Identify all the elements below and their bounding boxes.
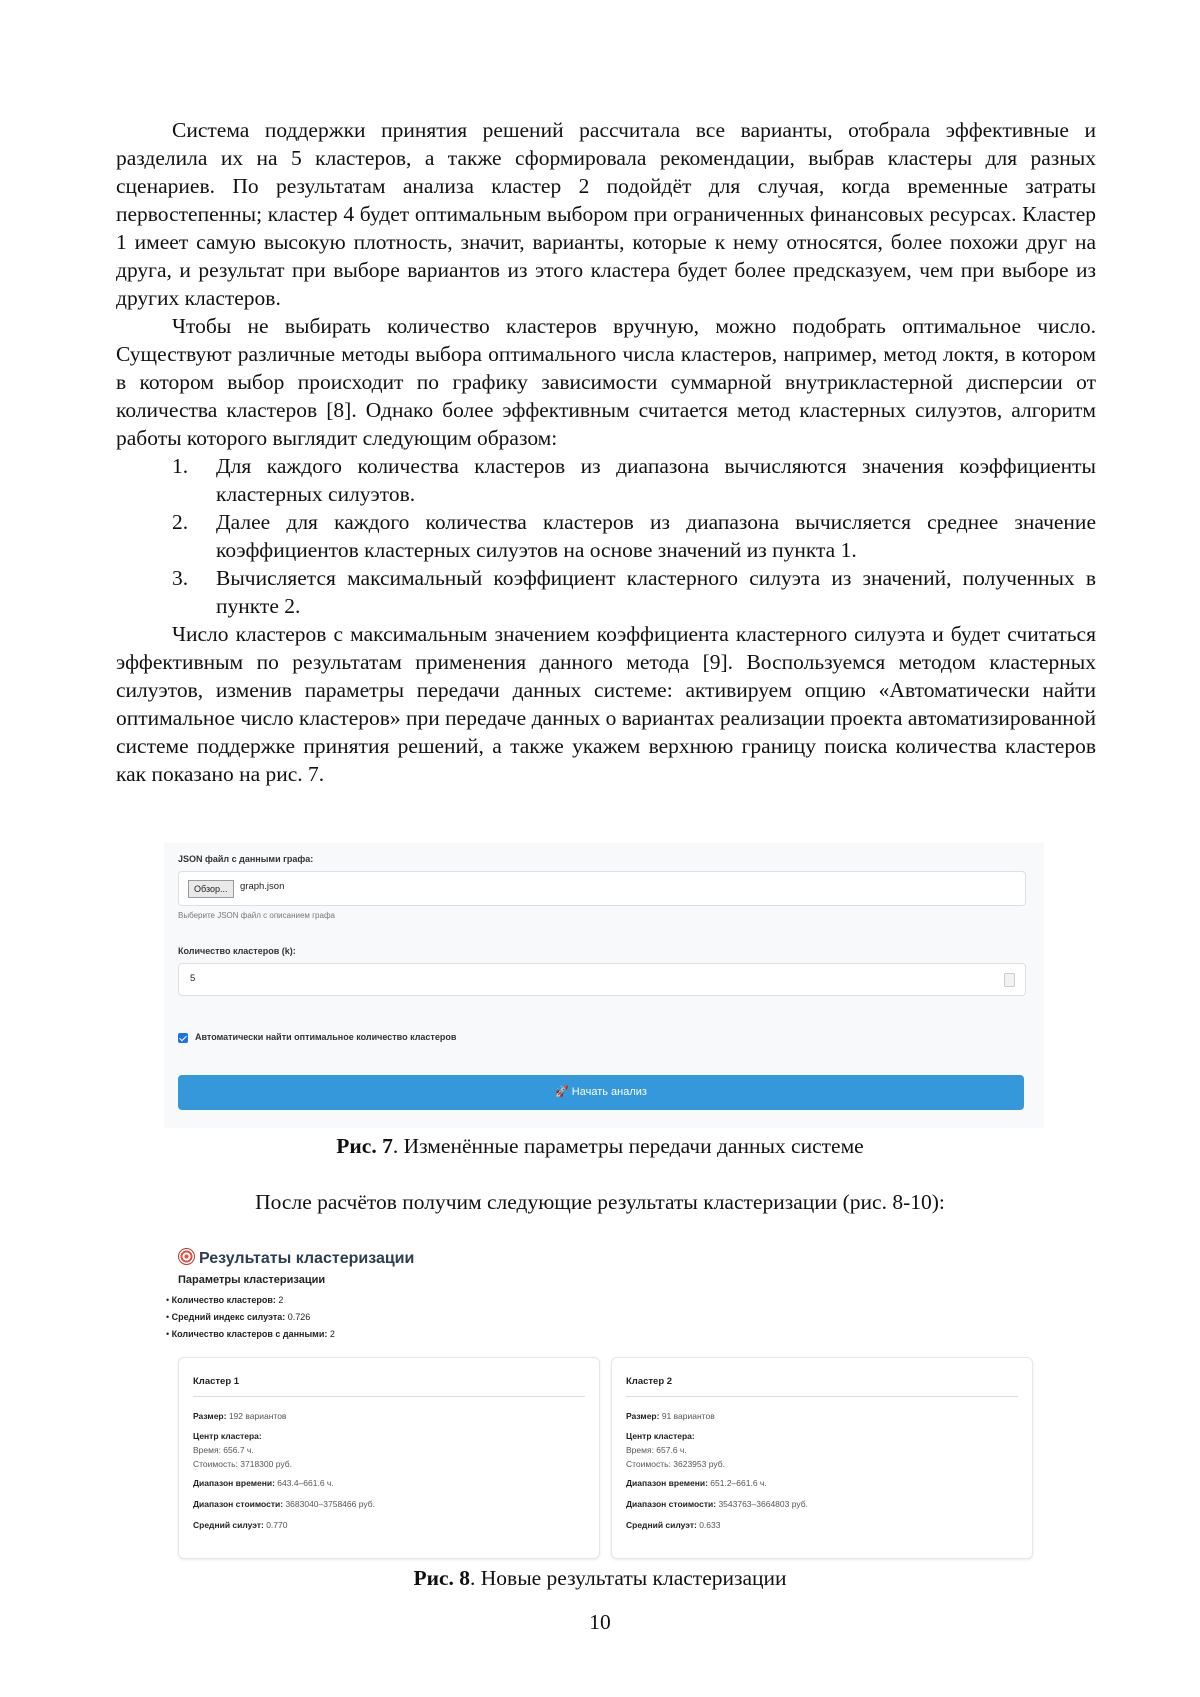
figure-7-form-screenshot <box>164 843 1044 1128</box>
browse-button[interactable]: Обзор... <box>188 880 234 898</box>
cluster-center-time: Время: 657.6 ч. <box>626 1445 687 1455</box>
param-item: • Количество кластеров с данными: 2 <box>166 1329 335 1339</box>
cluster-card-1 <box>178 1357 600 1559</box>
file-hint: Выберите JSON файл с описанием графа <box>178 911 335 920</box>
cluster-center-label: Центр кластера: <box>626 1431 695 1441</box>
paragraph-4: После расчётов получим следующие результаты кластеризации (рис. 8-10): <box>255 1190 945 1214</box>
cluster-cost-range: Диапазон стоимости: 3543763–3664803 руб. <box>626 1499 808 1509</box>
cluster-silhouette: Средний силуэт: 0.770 <box>193 1520 288 1530</box>
cluster-size: Размер: 192 вариантов <box>193 1411 287 1421</box>
cluster-time-range: Диапазон времени: 651.2–661.6 ч. <box>626 1478 767 1488</box>
figure-7-caption: Рис. 7. Изменённые параметры передачи данных системе <box>336 1134 864 1158</box>
method-steps-list <box>116 452 1096 620</box>
param-item: • Количество кластеров: 2 <box>166 1295 284 1305</box>
list-item: 3. Вычисляется максимальный коэффициент кластерного силуэта из значений, полученных в пункте 2. <box>172 566 1096 618</box>
auto-checkbox[interactable] <box>178 1033 188 1043</box>
file-label: JSON файл с данными графа: <box>178 854 314 864</box>
cluster-center-cost: Стоимость: 3623953 руб. <box>626 1459 725 1469</box>
auto-checkbox-label: Автоматически найти оптимальное количество кластеров <box>195 1032 457 1042</box>
k-value: 5 <box>190 973 196 984</box>
list-item: 2. Далее для каждого количества кластеров из диапазона вычисляется среднее значение коэффициентов кластерных силуэтов на основе значений из пункта 1. <box>172 510 1096 562</box>
divider <box>626 1396 1018 1397</box>
cluster-center-time: Время: 656.7 ч. <box>193 1445 254 1455</box>
figure-8-caption: Рис. 8. Новые результаты кластеризации <box>413 1566 787 1590</box>
figure-8-results-screenshot <box>164 1240 1044 1565</box>
file-input[interactable] <box>178 871 1026 906</box>
k-input[interactable] <box>178 963 1026 996</box>
page-number: 10 <box>589 1610 611 1634</box>
body-text-top <box>116 116 1096 788</box>
spinner-icon[interactable] <box>1004 973 1015 987</box>
paragraph-1: Система поддержки принятия решений рассчитала все варианты, отобрала эффективные и разделила их на 5 кластеров, а также сформировала рекомендации, выбрав кластеры для разных сценариев. По результатам анализа кластер 2 подойдёт для случая, когда временные затраты первостепенны; кластер 4 будет оптимальным выбором при ограниченных финансовых ресурсах. Кластер 1 имеет самую высокую плотность, значит, варианты, которые к нему относятся, более похожи друг на друга, и результат при выборе вариантов из этого кластера будет более предсказуем, чем при выборе из других кластеров. <box>116 118 1096 310</box>
cluster-cost-range: Диапазон стоимости: 3683040–3758466 руб. <box>193 1499 375 1509</box>
cluster-center-cost: Стоимость: 3718300 руб. <box>193 1459 292 1469</box>
cluster-title: Кластер 1 <box>193 1376 240 1387</box>
cluster-center-label: Центр кластера: <box>193 1431 262 1441</box>
target-icon <box>178 1248 195 1265</box>
k-label: Количество кластеров (k): <box>178 946 296 956</box>
list-item: 1. Для каждого количества кластеров из диапазона вычисляются значения коэффициенты кластерных силуэтов. <box>172 454 1096 506</box>
results-title: Результаты кластеризации <box>178 1248 414 1268</box>
divider <box>193 1396 585 1397</box>
cluster-title: Кластер 2 <box>626 1376 673 1387</box>
paragraph-3: Число кластеров с максимальным значением коэффициента кластерного силуэта и будет считаться эффективным по результатам применения данного метода [9]. Воспользуемся методом кластерных силуэтов, изменив параметры передачи данных системе: активируем опцию «Автоматически найти оптимальное число кластеров» при передаче данных о вариантах реализации проекта автоматизированной системе поддержке принятия решений, а также укажем верхнюю границу поиска количества кластеров как показано на рис. 7. <box>116 622 1096 786</box>
cluster-silhouette: Средний силуэт: 0.633 <box>626 1520 721 1530</box>
cluster-time-range: Диапазон времени: 643.4–661.6 ч. <box>193 1478 334 1488</box>
param-item: • Средний индекс силуэта: 0.726 <box>166 1312 311 1322</box>
cluster-card-2 <box>611 1357 1033 1559</box>
paragraph-2: Чтобы не выбирать количество кластеров вручную, можно подобрать оптимальное число. Существуют различные методы выбора оптимального числа кластеров, например, метод локтя, в котором в котором выбор происходит по графику зависимости суммарной внутрикластерной дисперсии от количества кластеров [8]. Однако более эффективным считается метод кластерных силуэтов, алгоритм работы которого выглядит следующим образом: <box>116 314 1096 450</box>
start-analysis-button[interactable]: 🚀 Начать анализ <box>178 1075 1024 1110</box>
params-title: Параметры кластеризации <box>178 1274 326 1286</box>
cluster-size: Размер: 91 вариантов <box>626 1411 715 1421</box>
file-name: graph.json <box>240 881 285 892</box>
